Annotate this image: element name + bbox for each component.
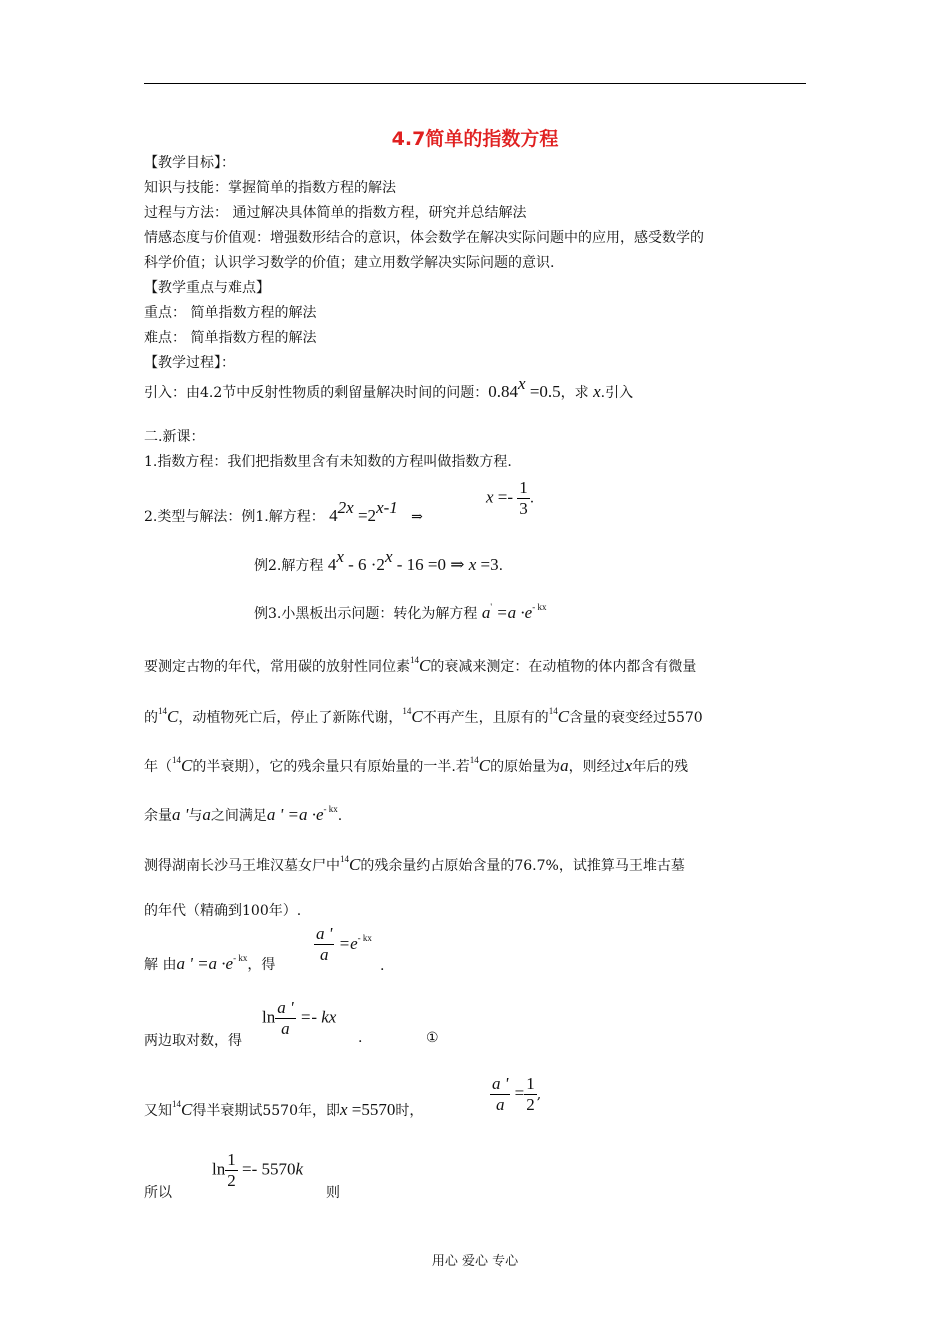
- para3-b: 的半衰期），它的残余量只有原始量的一半.若: [192, 759, 470, 775]
- intro-suffix: .引入: [600, 385, 634, 401]
- goals-heading: 【教学目标】：: [144, 155, 235, 171]
- para3-e: 年后的残: [632, 759, 689, 775]
- x-equals-5570: x =5570: [339, 1100, 396, 1119]
- intro-line: [144, 374, 634, 402]
- then-word: 则: [326, 1185, 340, 1201]
- para2-d: 含量的衰变经过5570: [569, 710, 703, 726]
- c14-symbol: $^{14}$C: [340, 854, 361, 874]
- var-a-prime: a ': [172, 805, 189, 824]
- fraction-a-prime-over-a: $\frac{a '}{a}$: [316, 924, 333, 964]
- key-heading: 【教学重点与难点】: [144, 280, 270, 296]
- log-prefix: 两边取对数，得: [144, 1033, 242, 1049]
- fraction-one-half: $\frac{1}{2}$: [526, 1074, 535, 1114]
- sol-b: ，得: [247, 957, 276, 973]
- def-exponential-eq: 1.指数方程：我们把指数里含有未知数的方程叫做指数方程.: [144, 454, 512, 470]
- half-life-line: [144, 1100, 423, 1120]
- intro-mid: ，求: [560, 385, 589, 401]
- para4-c: 之间满足: [210, 808, 267, 824]
- ex3-prefix: 例3.小黑板出示问题：转化为解方程: [254, 606, 478, 622]
- half-ratio-equation: $\frac{a '}{a}$ = $\frac{1}{2}$ ,: [492, 1074, 542, 1114]
- para-line-4: 余量a '与a之间满足a ' $=a \cdot e^{- kx}$.: [144, 804, 343, 824]
- process-heading: 【教学过程】：: [144, 355, 235, 371]
- para2-a: 的: [144, 710, 158, 726]
- so-prefix: 所以: [144, 1185, 172, 1201]
- period-mark: .: [380, 958, 385, 974]
- type-prefix: 2.类型与解法：例1.解方程：: [144, 509, 325, 525]
- para-line-3: [144, 756, 688, 776]
- ex3-equation: $a' =a \cdot e^{- kx}$: [481, 602, 547, 622]
- log-equation: ln $\frac{a '}{a}$ =- kx: [262, 998, 337, 1038]
- para5-a: 测得湖南长沙马王堆汉墓女尸中: [144, 858, 340, 874]
- para2-c: 不再产生，且原有的: [422, 710, 549, 726]
- key-point: 重点： 简单指数方程的解法: [144, 305, 317, 321]
- page-footer: 用心 爱心 专心: [431, 1254, 519, 1269]
- difficulty-line: 难点： 简单指数方程的解法: [144, 330, 317, 346]
- para5-b: 的残余量约占原始含量的76.7%，试推算马王堆古墓: [360, 858, 685, 874]
- ex2-equation: $4^x - 6 \cdot 2^x - 16 =0$ ⇒ x =3: [327, 547, 499, 574]
- process-line: 过程与方法： 通过解决具体简单的指数方程，研究并总结解法: [144, 205, 527, 221]
- para2-b: ，动植物死亡后，停止了新陈代谢，: [178, 710, 403, 726]
- para-line-1: [144, 656, 696, 676]
- para1-b: 的衰减来测定：在动植物的体内都含有微量: [430, 659, 697, 675]
- c14-symbol: $^{14}$C: [410, 655, 431, 675]
- equation-number-1: ①: [426, 1030, 439, 1046]
- intro-var-x: x: [593, 382, 601, 401]
- var-a: a: [560, 756, 569, 775]
- para-line-2: [144, 707, 703, 727]
- ex2-line: 例2.解方程 $4^x - 6 \cdot 2^x - 16 =0$ ⇒ x =3.: [254, 547, 504, 574]
- para4-b: 与: [188, 808, 203, 824]
- c14-symbol: $^{14}$C: [469, 755, 491, 775]
- fraction-one-third: $\frac{1}{3}$: [519, 478, 528, 518]
- emotion-line-2: 科学价值；认识学习数学的价值；建立用数学解决实际问题的意识.: [144, 255, 555, 271]
- intro-equation: $0.84^x =0.5$: [488, 374, 561, 401]
- header-rule: [144, 83, 806, 84]
- para4-a: 余量: [144, 808, 172, 824]
- knowledge-line: 知识与技能：掌握简单的指数方程的解法: [144, 180, 396, 196]
- c14-symbol: $^{14}$C: [158, 706, 179, 726]
- decay-equation: a ' $=a \cdot e^{- kx}$: [266, 804, 338, 824]
- ex1-equation: $4^{2x} =2^{x-1}$: [329, 498, 398, 525]
- var-a: a: [202, 805, 211, 824]
- c14-symbol: $^{14}$C: [172, 755, 193, 775]
- ex3-line: [254, 603, 546, 623]
- para3-d: ，则经过: [568, 759, 625, 775]
- para3-a: 年（: [144, 759, 172, 775]
- so-equation: ln $\frac{1}{2}$ =- 5570k: [212, 1150, 304, 1190]
- half-c: 时，: [395, 1103, 424, 1119]
- fraction-a-prime-over-a: $\frac{a '}{a}$: [492, 1074, 509, 1114]
- para3-c: 的原始量为: [490, 759, 561, 775]
- para-line-6: 的年代（精确到100年）.: [144, 903, 302, 919]
- solution-line: [144, 954, 275, 974]
- para1-a: 要测定古物的年代，常用碳的放射性同位素: [144, 659, 410, 675]
- new-lesson: 二.新课：: [144, 429, 205, 445]
- c14-symbol: $^{14}$C: [402, 706, 423, 726]
- ex2-prefix: 例2.解方程: [254, 558, 324, 574]
- fraction-a-prime-over-a: $\frac{a '}{a}$: [277, 998, 294, 1038]
- ratio-equation: $\frac{a '}{a}$ $=e^{- kx}$: [316, 924, 372, 964]
- type-line: 2.类型与解法：例1.解方程： $4^{2x} =2^{x-1}$ ⇒: [144, 498, 423, 525]
- intro-prefix: 引入：由4.2节中反射性物质的剩留量解决时间的问题：: [144, 385, 489, 401]
- emotion-line-1: 情感态度与价值观：增强数形结合的意识，体会数学在解决实际问题中的应用，感受数学的: [144, 230, 704, 246]
- half-a: 又知: [144, 1103, 172, 1119]
- page-title: 4.7简单的指数方程: [391, 128, 559, 150]
- sol-a: 解 由: [144, 957, 177, 973]
- c14-symbol: $^{14}$C: [548, 706, 570, 726]
- decay-equation: a ' $=a \cdot e^{- kx}$: [176, 953, 248, 973]
- ex1-solution: x =- $\frac{1}{3}$ .: [486, 478, 535, 518]
- period-mark: .: [358, 1030, 363, 1046]
- fraction-one-half: $\frac{1}{2}$: [227, 1150, 236, 1190]
- c14-symbol: $^{14}$C: [172, 1099, 193, 1119]
- half-b: 得半衰期试5570年，即: [192, 1103, 340, 1119]
- var-x: x: [624, 756, 633, 775]
- para-line-5: [144, 855, 685, 875]
